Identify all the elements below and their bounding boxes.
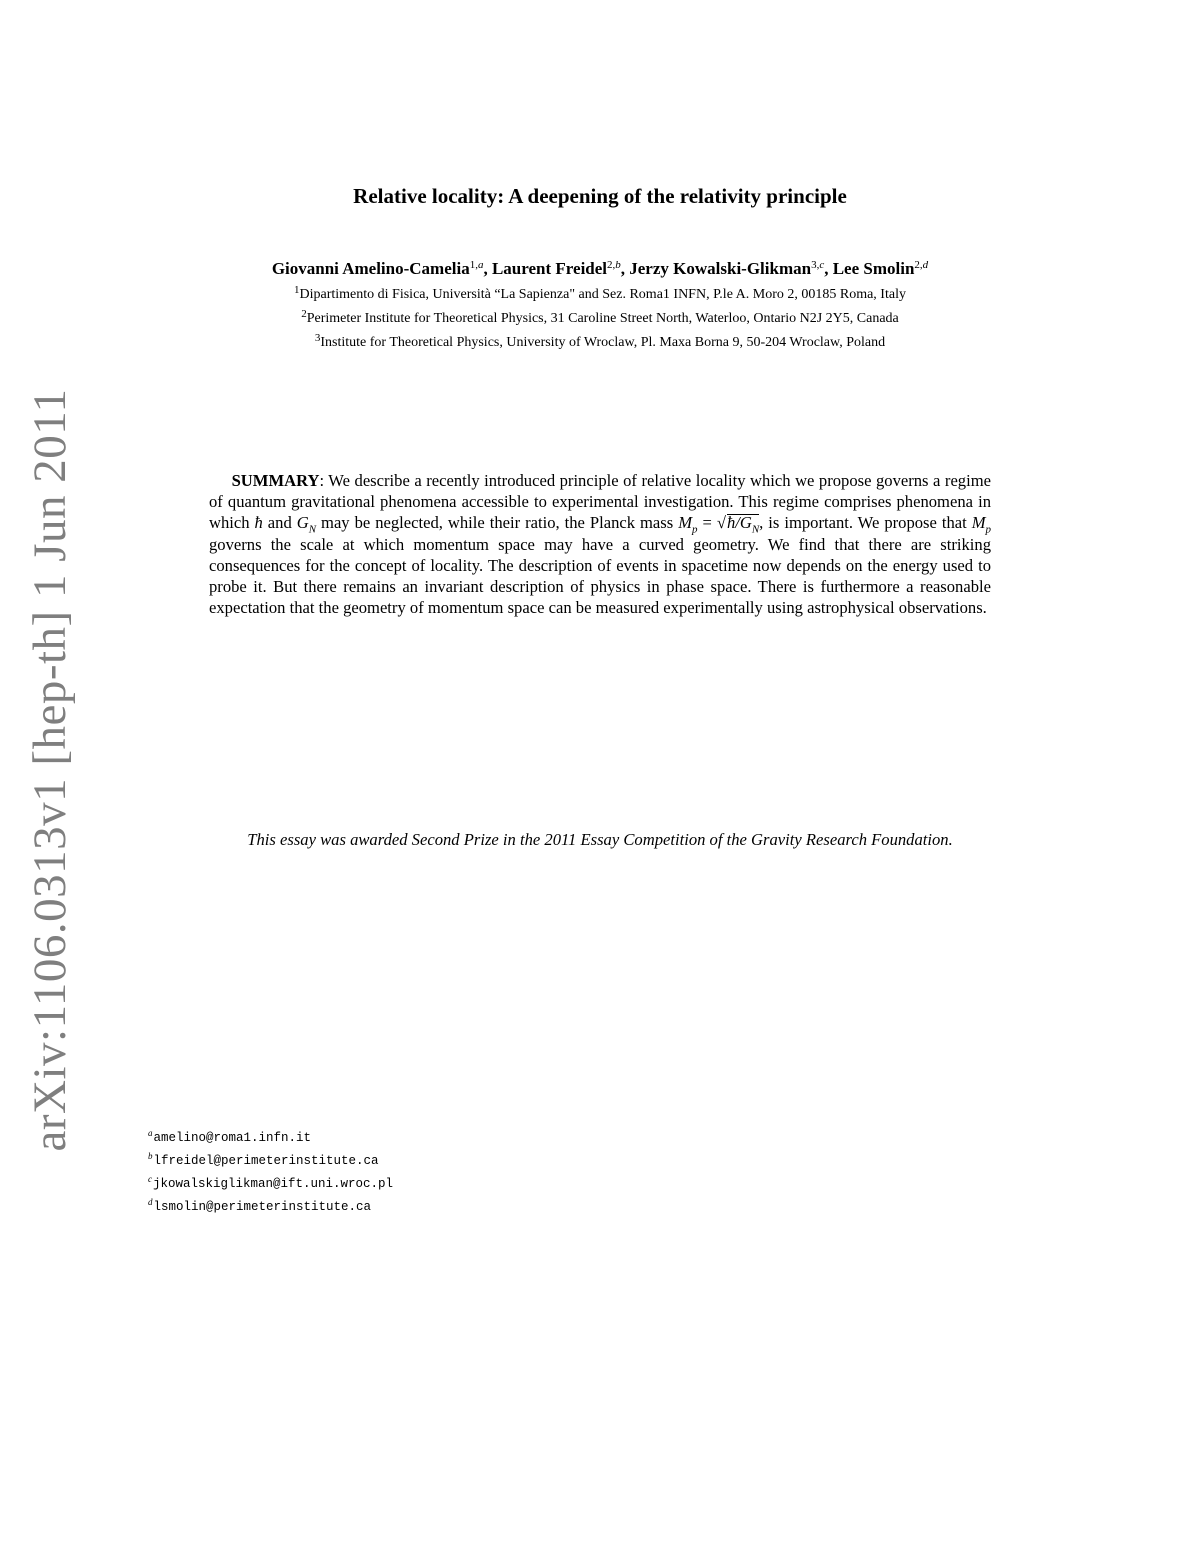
affiliation-text: Perimeter Institute for Theoretical Physics, 31 Caroline Street North, Waterloo, Ontario N2J 2Y5, Canada bbox=[306, 311, 899, 326]
prize-note: This essay was awarded Second Prize in the 2011 Essay Competition of the Gravity Research Foundation. bbox=[247, 830, 953, 849]
author-affil-mark: 2,d bbox=[914, 259, 929, 271]
footnote-email: $^c$jkowalskiglikman@ift.uni.wroc.pl bbox=[148, 1174, 394, 1191]
affiliation bbox=[0, 332, 1200, 351]
author-name: Giovanni Amelino-Camelia bbox=[271, 259, 470, 278]
affiliation bbox=[0, 308, 1200, 327]
summary-paragraph: SUMMARY: We describe a recently introduced principle of relative locality which we propose governs a regime of quantum gravitational phenomena accessible to experimental investigation. This regime comprises phenomena in which ħ and $G_N$ may be neglected, while their ratio, the Planck mass $M_p$ = $√ħ/G_N$, is important. We propose that $M_p$ governs the scale at which momentum space may have a curved geometry. We find that there are striking consequences for the concept of locality. The description of events in spacetime now depends on the energy used to probe it. But there remains an invariant description of physics in phase space. There is furthermore a reasonable expectation that the geometry of momentum space can be measured experimentally using astrophysical observations. bbox=[209, 471, 992, 618]
affiliation-text: Dipartimento di Fisica, Università “La Sapienza" and Sez. Roma1 INFN, P.le A. Moro 2, 00185 Roma, Italy bbox=[299, 287, 906, 302]
summary-label: SUMMARY bbox=[231, 471, 320, 490]
author-name: Jerzy Kowalski-Glikman bbox=[629, 259, 812, 278]
affiliation-number: 3 bbox=[314, 332, 321, 344]
sqrt-expression: $ħ/G_N$ bbox=[726, 513, 760, 536]
author-affil-mark: 3,c bbox=[811, 259, 825, 271]
paper-title: Relative locality: A deepening of the relativity principle bbox=[353, 184, 847, 208]
author-affil-mark: 1,a bbox=[469, 259, 484, 271]
footnote-email: $^a$amelino@roma1.infn.it bbox=[148, 1128, 312, 1145]
author-affil-mark: 2,b bbox=[607, 259, 621, 271]
author-list: Giovanni Amelino-Camelia$^{1,a}$, Laurent Freidel$^{2,b}$, Jerzy Kowalski-Glikman$^{3,c}$, Lee Smolin$^{2,d}$ bbox=[271, 259, 929, 278]
author-name: Lee Smolin bbox=[832, 259, 915, 278]
affiliation bbox=[0, 284, 1200, 303]
arxiv-stamp-text: arXiv:1106.0313v1 [hep-th] 1 Jun 2011 bbox=[24, 388, 76, 1152]
footnote-email: $^b$lfreidel@perimeterinstitute.ca bbox=[148, 1151, 379, 1168]
author-name: Laurent Freidel bbox=[491, 259, 608, 278]
affiliation-text: Institute for Theoretical Physics, University of Wroclaw, Pl. Maxa Borna 9, 50-204 Wroclaw, Poland bbox=[320, 335, 886, 350]
footnote-email: $^d$lsmolin@perimeterinstitute.ca bbox=[148, 1197, 372, 1214]
affiliation-number: 1 bbox=[294, 284, 300, 296]
affiliation-number: 2 bbox=[301, 308, 307, 320]
